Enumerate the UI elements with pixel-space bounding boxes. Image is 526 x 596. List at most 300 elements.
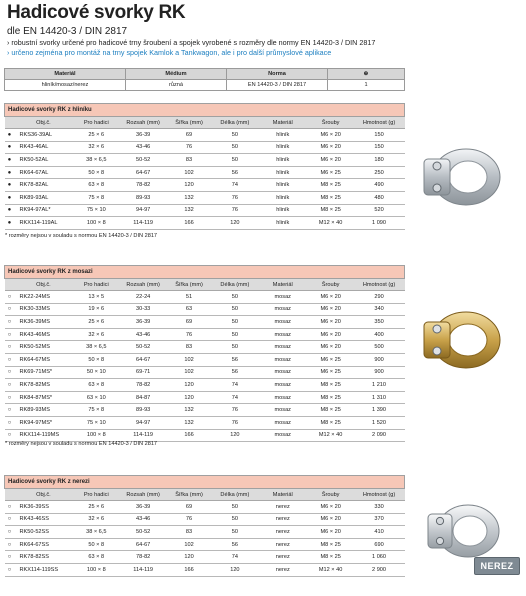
table-cell: 76 bbox=[166, 513, 212, 526]
table-cell: 83 bbox=[166, 154, 212, 167]
table-row bbox=[5, 501, 405, 514]
table-cell: M6 × 20 bbox=[308, 328, 354, 341]
table-cell: RK30-33MS bbox=[14, 303, 72, 316]
table-cell: 25 × 6 bbox=[72, 316, 120, 329]
table-cell: RK43-46MS bbox=[14, 328, 72, 341]
table-cell: 120 bbox=[212, 563, 258, 576]
table-row bbox=[5, 429, 405, 442]
table-row bbox=[5, 526, 405, 539]
availability-bullet-icon: ○ bbox=[5, 501, 15, 514]
table-cell: 50 bbox=[212, 328, 258, 341]
table-cell: 69 bbox=[166, 501, 212, 514]
table-row bbox=[5, 191, 405, 204]
availability-bullet-icon: ● bbox=[5, 179, 15, 192]
table-cell: 25 × 6 bbox=[72, 501, 120, 514]
intro-bullet-highlight: › určeno zejména pro montáž na trny spojek Kamlok a Tankwagon, ale i pro další průmyslové aplikace bbox=[7, 48, 332, 57]
table-cell: mosaz bbox=[258, 291, 308, 304]
table-cell: mosaz bbox=[258, 328, 308, 341]
bullet-column-header bbox=[5, 279, 15, 291]
table-cell: 50 × 10 bbox=[72, 366, 120, 379]
table-row bbox=[5, 217, 405, 230]
table-cell: 50 bbox=[212, 526, 258, 539]
availability-bullet-icon: ○ bbox=[5, 563, 15, 576]
table-cell: 50 bbox=[212, 154, 258, 167]
section-title: Hadicové svorky RK z nerezi bbox=[5, 476, 405, 489]
availability-bullet-icon: ○ bbox=[5, 291, 15, 304]
table-cell: hliník bbox=[258, 129, 308, 142]
table-cell: 50 bbox=[212, 316, 258, 329]
table-cell: M12 × 40 bbox=[308, 217, 354, 230]
stainless-table bbox=[4, 475, 405, 577]
table-cell: hliník bbox=[258, 217, 308, 230]
table-cell: 74 bbox=[212, 179, 258, 192]
column-header: Materiál bbox=[258, 279, 308, 291]
table-row bbox=[5, 353, 405, 366]
table-row bbox=[5, 141, 405, 154]
table-cell: RK94-97AL* bbox=[14, 204, 72, 217]
table-cell: 64-67 bbox=[120, 353, 166, 366]
table-cell: 114-119 bbox=[120, 429, 166, 442]
table-cell: 69 bbox=[166, 129, 212, 142]
brass-note: * rozměry nejsou v souladu s normou EN 14420-3 / DIN 2817 bbox=[5, 441, 158, 447]
table-row bbox=[5, 129, 405, 142]
table-cell: hliník bbox=[258, 179, 308, 192]
bullet-column-header bbox=[5, 489, 15, 501]
table-cell: 2 900 bbox=[354, 563, 405, 576]
table-cell: M6 × 20 bbox=[308, 513, 354, 526]
table-cell: hliník bbox=[258, 204, 308, 217]
aluminium-table bbox=[4, 103, 405, 230]
table-cell: 1 060 bbox=[354, 551, 405, 564]
table-cell: 120 bbox=[212, 429, 258, 442]
table-cell: 50 × 8 bbox=[72, 353, 120, 366]
column-header: Šířka (mm) bbox=[166, 489, 212, 501]
table-cell: RK78-82AL bbox=[14, 179, 72, 192]
table-cell: 350 bbox=[354, 316, 405, 329]
table-cell: mosaz bbox=[258, 303, 308, 316]
table-cell: 43-46 bbox=[120, 141, 166, 154]
table-row bbox=[5, 166, 405, 179]
table-cell: 50 × 8 bbox=[72, 166, 120, 179]
table-cell: 38 × 6,5 bbox=[72, 154, 120, 167]
intro-bullet: › robustní svorky určené pro hadicové trny šroubení a spojek vyrobené s rozměry dle normy EN 14420-3 / DIN 2817 bbox=[7, 38, 376, 47]
table-cell: nerez bbox=[258, 513, 308, 526]
column-header: Šrouby bbox=[308, 489, 354, 501]
availability-bullet-icon: ○ bbox=[5, 416, 15, 429]
table-cell: 94-97 bbox=[120, 416, 166, 429]
table-cell: 75 × 10 bbox=[72, 416, 120, 429]
section-title: Hadicové svorky RK z mosazi bbox=[5, 266, 405, 279]
table-cell: 75 × 8 bbox=[72, 404, 120, 417]
table-cell: hliník bbox=[258, 166, 308, 179]
table-cell: mosaz bbox=[258, 316, 308, 329]
table-cell: RK36-39SS bbox=[14, 501, 72, 514]
table-cell: 56 bbox=[212, 366, 258, 379]
table-cell: 56 bbox=[212, 353, 258, 366]
table-cell: 76 bbox=[212, 416, 258, 429]
table-cell: 166 bbox=[166, 217, 212, 230]
availability-bullet-icon: ● bbox=[5, 166, 15, 179]
table-cell: 69-71 bbox=[120, 366, 166, 379]
table-row bbox=[5, 404, 405, 417]
table-cell: 56 bbox=[212, 166, 258, 179]
table-cell: 120 bbox=[212, 217, 258, 230]
availability-bullet-icon: ● bbox=[5, 141, 15, 154]
table-row bbox=[5, 538, 405, 551]
table-cell: 132 bbox=[166, 204, 212, 217]
table-cell: 166 bbox=[166, 429, 212, 442]
table-cell: 520 bbox=[354, 204, 405, 217]
column-header: Materiál bbox=[258, 117, 308, 129]
material-header: Materiál bbox=[5, 69, 126, 80]
availability-bullet-icon: ○ bbox=[5, 513, 15, 526]
brass-table bbox=[4, 265, 405, 442]
table-cell: 102 bbox=[166, 353, 212, 366]
table-cell: M8 × 25 bbox=[308, 204, 354, 217]
table-cell: 290 bbox=[354, 291, 405, 304]
table-cell: 1 520 bbox=[354, 416, 405, 429]
column-header: Šířka (mm) bbox=[166, 279, 212, 291]
column-header: Pro hadici bbox=[72, 489, 120, 501]
table-cell: nerez bbox=[258, 538, 308, 551]
table-cell: 74 bbox=[212, 551, 258, 564]
column-header: Šrouby bbox=[308, 279, 354, 291]
table-cell: 370 bbox=[354, 513, 405, 526]
table-cell: 64-67 bbox=[120, 166, 166, 179]
table-cell: 102 bbox=[166, 538, 212, 551]
table-cell: M8 × 25 bbox=[308, 416, 354, 429]
table-row bbox=[5, 291, 405, 304]
table-cell: RK84-87MS* bbox=[14, 391, 72, 404]
table-cell: nerez bbox=[258, 501, 308, 514]
material-value: hliník/mosaz/nerez bbox=[5, 80, 126, 91]
table-cell: 490 bbox=[354, 179, 405, 192]
table-cell: 13 × 5 bbox=[72, 291, 120, 304]
table-cell: RK64-67MS bbox=[14, 353, 72, 366]
table-cell: M8 × 25 bbox=[308, 191, 354, 204]
table-cell: 50 bbox=[212, 341, 258, 354]
table-cell: 50-52 bbox=[120, 526, 166, 539]
table-cell: 50 bbox=[212, 501, 258, 514]
page-subtitle: dle EN 14420-3 / DIN 2817 bbox=[7, 26, 128, 37]
table-cell: mosaz bbox=[258, 341, 308, 354]
column-header: Šrouby bbox=[308, 117, 354, 129]
table-cell: 150 bbox=[354, 129, 405, 142]
table-row bbox=[5, 391, 405, 404]
table-cell: 32 × 6 bbox=[72, 513, 120, 526]
table-row bbox=[5, 513, 405, 526]
table-cell: 50 bbox=[212, 129, 258, 142]
table-cell: 500 bbox=[354, 341, 405, 354]
column-header: Délka (mm) bbox=[212, 279, 258, 291]
table-cell: 36-39 bbox=[120, 501, 166, 514]
table-cell: 480 bbox=[354, 191, 405, 204]
table-cell: 69 bbox=[166, 316, 212, 329]
table-cell: 43-46 bbox=[120, 513, 166, 526]
bullet-column-header bbox=[5, 117, 15, 129]
table-cell: M6 × 20 bbox=[308, 141, 354, 154]
column-header: Hmotnost (g) bbox=[354, 117, 405, 129]
availability-bullet-icon: ○ bbox=[5, 366, 15, 379]
table-cell: 63 × 8 bbox=[72, 179, 120, 192]
table-cell: 50 × 8 bbox=[72, 538, 120, 551]
table-cell: 180 bbox=[354, 154, 405, 167]
column-header: Šířka (mm) bbox=[166, 117, 212, 129]
column-header: Rozsah (mm) bbox=[120, 279, 166, 291]
table-cell: 63 × 10 bbox=[72, 391, 120, 404]
table-cell: 94-97 bbox=[120, 204, 166, 217]
table-cell: RK89-93MS bbox=[14, 404, 72, 417]
table-cell: RK78-82MS bbox=[14, 379, 72, 392]
table-cell: M8 × 25 bbox=[308, 538, 354, 551]
table-cell: 100 × 8 bbox=[72, 217, 120, 230]
table-cell: 84-87 bbox=[120, 391, 166, 404]
table-cell: 102 bbox=[166, 366, 212, 379]
table-cell: 78-82 bbox=[120, 379, 166, 392]
table-row bbox=[5, 204, 405, 217]
table-cell: M6 × 20 bbox=[308, 341, 354, 354]
table-cell: M8 × 25 bbox=[308, 379, 354, 392]
table-cell: M12 × 40 bbox=[308, 563, 354, 576]
table-cell: nerez bbox=[258, 551, 308, 564]
availability-bullet-icon: ○ bbox=[5, 404, 15, 417]
section-title: Hadicové svorky RK z hliníku bbox=[5, 104, 405, 117]
table-cell: 76 bbox=[212, 191, 258, 204]
table-cell: hliník bbox=[258, 154, 308, 167]
page-title: Hadicové svorky RK bbox=[7, 2, 186, 23]
table-cell: 50-52 bbox=[120, 154, 166, 167]
column-header: Obj.č. bbox=[14, 117, 72, 129]
table-cell: RK78-82SS bbox=[14, 551, 72, 564]
table-cell: 410 bbox=[354, 526, 405, 539]
table-cell: 120 bbox=[166, 179, 212, 192]
table-cell: 43-46 bbox=[120, 328, 166, 341]
availability-bullet-icon: ○ bbox=[5, 379, 15, 392]
availability-bullet-icon: ○ bbox=[5, 391, 15, 404]
table-cell: M12 × 40 bbox=[308, 429, 354, 442]
column-header: Hmotnost (g) bbox=[354, 279, 405, 291]
table-cell: 56 bbox=[212, 538, 258, 551]
table-cell: M6 × 25 bbox=[308, 366, 354, 379]
table-cell: RKS36-39AL bbox=[14, 129, 72, 142]
table-cell: 690 bbox=[354, 538, 405, 551]
table-cell: M6 × 20 bbox=[308, 303, 354, 316]
table-cell: RK64-67AL bbox=[14, 166, 72, 179]
availability-bullet-icon: ○ bbox=[5, 316, 15, 329]
availability-bullet-icon: ○ bbox=[5, 538, 15, 551]
table-cell: RK50-52MS bbox=[14, 341, 72, 354]
table-cell: 25 × 6 bbox=[72, 129, 120, 142]
table-cell: 50-52 bbox=[120, 341, 166, 354]
table-cell: 50 bbox=[212, 291, 258, 304]
table-cell: 250 bbox=[354, 166, 405, 179]
column-header: Rozsah (mm) bbox=[120, 489, 166, 501]
table-cell: 32 × 6 bbox=[72, 141, 120, 154]
table-cell: 19 × 6 bbox=[72, 303, 120, 316]
table-cell: 900 bbox=[354, 366, 405, 379]
table-cell: M6 × 25 bbox=[308, 353, 354, 366]
table-cell: 132 bbox=[166, 404, 212, 417]
table-cell: 1 390 bbox=[354, 404, 405, 417]
table-cell: RKX114-119AL bbox=[14, 217, 72, 230]
table-cell: 22-24 bbox=[120, 291, 166, 304]
table-cell: M6 × 25 bbox=[308, 166, 354, 179]
norm-value: EN 14420-3 / DIN 2817 bbox=[227, 80, 328, 91]
table-cell: 166 bbox=[166, 563, 212, 576]
material-table bbox=[4, 68, 405, 91]
table-cell: 30-33 bbox=[120, 303, 166, 316]
aluminium-note: * rozměry nejsou v souladu s normou EN 14420-3 / DIN 2817 bbox=[5, 233, 158, 239]
table-cell: RK50-52SS bbox=[14, 526, 72, 539]
availability-bullet-icon: ● bbox=[5, 191, 15, 204]
table-cell: 132 bbox=[166, 191, 212, 204]
packaging-icon-header bbox=[328, 69, 405, 80]
table-cell: 51 bbox=[166, 291, 212, 304]
table-cell: nerez bbox=[258, 563, 308, 576]
column-header: Hmotnost (g) bbox=[354, 489, 405, 501]
table-cell: 76 bbox=[166, 328, 212, 341]
table-cell: 1 310 bbox=[354, 391, 405, 404]
table-cell: RKX114-119SS bbox=[14, 563, 72, 576]
medium-value: různá bbox=[126, 80, 227, 91]
availability-bullet-icon: ○ bbox=[5, 429, 15, 442]
table-cell: 75 × 8 bbox=[72, 191, 120, 204]
availability-bullet-icon: ○ bbox=[5, 526, 15, 539]
table-row bbox=[5, 379, 405, 392]
column-header: Délka (mm) bbox=[212, 489, 258, 501]
aluminium-clamp-image bbox=[412, 135, 512, 215]
table-cell: 75 × 10 bbox=[72, 204, 120, 217]
table-cell: 100 × 8 bbox=[72, 429, 120, 442]
table-row bbox=[5, 316, 405, 329]
table-cell: 114-119 bbox=[120, 563, 166, 576]
table-row bbox=[5, 328, 405, 341]
table-cell: RK43-46SS bbox=[14, 513, 72, 526]
table-cell: RK22-24MS bbox=[14, 291, 72, 304]
availability-bullet-icon: ○ bbox=[5, 551, 15, 564]
table-cell: 132 bbox=[166, 416, 212, 429]
table-cell: hliník bbox=[258, 141, 308, 154]
package-icon: ⊕ bbox=[363, 71, 369, 77]
table-cell: 89-93 bbox=[120, 191, 166, 204]
table-cell: mosaz bbox=[258, 429, 308, 442]
table-row bbox=[5, 341, 405, 354]
table-cell: 38 × 6,5 bbox=[72, 341, 120, 354]
table-cell: 63 × 8 bbox=[72, 379, 120, 392]
table-row bbox=[5, 563, 405, 576]
column-header: Materiál bbox=[258, 489, 308, 501]
table-row bbox=[5, 551, 405, 564]
table-cell: M6 × 20 bbox=[308, 291, 354, 304]
table-cell: 36-39 bbox=[120, 316, 166, 329]
table-cell: 89-93 bbox=[120, 404, 166, 417]
table-cell: M6 × 20 bbox=[308, 526, 354, 539]
medium-header: Médium bbox=[126, 69, 227, 80]
table-cell: 32 × 6 bbox=[72, 328, 120, 341]
column-header: Obj.č. bbox=[14, 279, 72, 291]
table-cell: 74 bbox=[212, 379, 258, 392]
table-cell: 83 bbox=[166, 526, 212, 539]
table-cell: 76 bbox=[212, 204, 258, 217]
table-cell: nerez bbox=[258, 526, 308, 539]
norm-header: Norma bbox=[227, 69, 328, 80]
table-row bbox=[5, 154, 405, 167]
table-cell: 64-67 bbox=[120, 538, 166, 551]
table-cell: M8 × 25 bbox=[308, 391, 354, 404]
table-cell: 2 090 bbox=[354, 429, 405, 442]
table-cell: 114-119 bbox=[120, 217, 166, 230]
brass-clamp-image bbox=[412, 298, 512, 378]
table-cell: 120 bbox=[166, 391, 212, 404]
table-cell: 63 bbox=[166, 303, 212, 316]
table-cell: mosaz bbox=[258, 379, 308, 392]
table-cell: M6 × 20 bbox=[308, 154, 354, 167]
table-cell: 83 bbox=[166, 341, 212, 354]
table-cell: 50 bbox=[212, 303, 258, 316]
availability-bullet-icon: ○ bbox=[5, 328, 15, 341]
table-cell: RK43-46AL bbox=[14, 141, 72, 154]
column-header: Pro hadici bbox=[72, 279, 120, 291]
availability-bullet-icon: ● bbox=[5, 154, 15, 167]
table-cell: mosaz bbox=[258, 366, 308, 379]
table-cell: mosaz bbox=[258, 391, 308, 404]
table-cell: 120 bbox=[166, 551, 212, 564]
column-header: Rozsah (mm) bbox=[120, 117, 166, 129]
table-cell: 76 bbox=[212, 404, 258, 417]
table-cell: M8 × 25 bbox=[308, 179, 354, 192]
table-cell: mosaz bbox=[258, 353, 308, 366]
table-cell: 150 bbox=[354, 141, 405, 154]
table-cell: M6 × 20 bbox=[308, 129, 354, 142]
table-cell: 74 bbox=[212, 391, 258, 404]
table-cell: 76 bbox=[166, 141, 212, 154]
table-cell: 340 bbox=[354, 303, 405, 316]
availability-bullet-icon: ● bbox=[5, 129, 15, 142]
table-cell: M8 × 25 bbox=[308, 551, 354, 564]
table-cell: 50 bbox=[212, 141, 258, 154]
table-cell: 50 bbox=[212, 513, 258, 526]
table-row bbox=[5, 303, 405, 316]
packaging-value: 1 bbox=[328, 80, 405, 91]
availability-bullet-icon: ○ bbox=[5, 353, 15, 366]
availability-bullet-icon: ○ bbox=[5, 341, 15, 354]
table-cell: 1 090 bbox=[354, 217, 405, 230]
availability-bullet-icon: ● bbox=[5, 204, 15, 217]
table-cell: 63 × 8 bbox=[72, 551, 120, 564]
availability-bullet-icon: ● bbox=[5, 217, 15, 230]
table-row bbox=[5, 366, 405, 379]
table-cell: M6 × 20 bbox=[308, 316, 354, 329]
table-cell: mosaz bbox=[258, 416, 308, 429]
column-header: Délka (mm) bbox=[212, 117, 258, 129]
table-cell: 900 bbox=[354, 353, 405, 366]
column-header: Obj.č. bbox=[14, 489, 72, 501]
table-cell: 36-39 bbox=[120, 129, 166, 142]
table-cell: RK94-97MS* bbox=[14, 416, 72, 429]
table-cell: RK89-93AL bbox=[14, 191, 72, 204]
table-cell: M6 × 20 bbox=[308, 501, 354, 514]
table-cell: 330 bbox=[354, 501, 405, 514]
table-cell: 78-82 bbox=[120, 179, 166, 192]
column-header: Pro hadici bbox=[72, 117, 120, 129]
table-cell: 102 bbox=[166, 166, 212, 179]
table-cell: 100 × 8 bbox=[72, 563, 120, 576]
table-cell: 400 bbox=[354, 328, 405, 341]
table-cell: 38 × 6,5 bbox=[72, 526, 120, 539]
nerez-badge: NEREZ bbox=[474, 557, 520, 575]
table-cell: RK64-67SS bbox=[14, 538, 72, 551]
table-cell: 1 210 bbox=[354, 379, 405, 392]
